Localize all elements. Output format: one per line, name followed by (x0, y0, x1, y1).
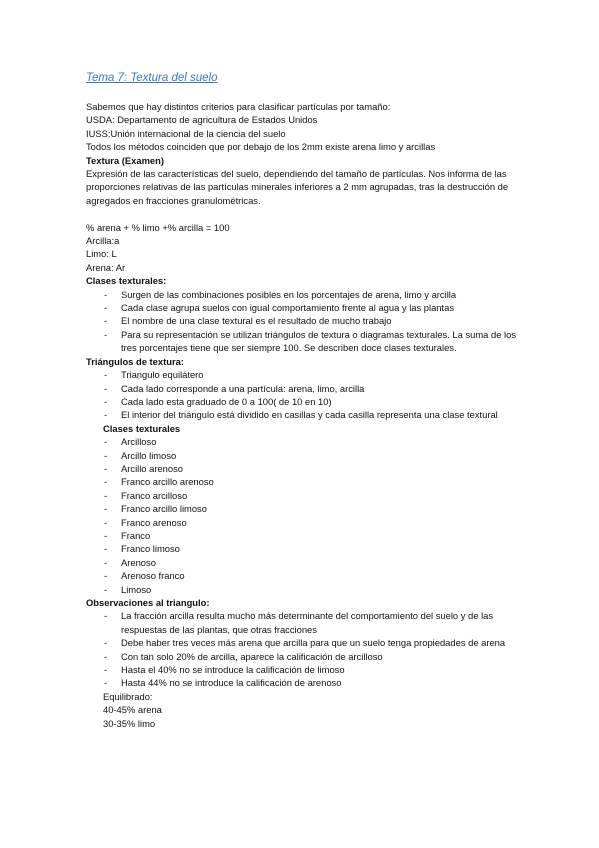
intro-line: USDA: Departamento de agricultura de Estados Unidos (86, 114, 318, 126)
triangulos-heading: Triángulos de textura: (86, 355, 184, 367)
triangulos-list (86, 368, 526, 422)
list-item: - Franco arcilloso (86, 489, 526, 502)
list-item: - La fracción arcilla resulta mucho más determinante del comportamiento del suelo y de las respuestas de las plantas, que otras fracciones (86, 609, 526, 636)
intro-line: Sabemos que hay distintos criterios para clasificar partículas por tamaño: (86, 101, 391, 112)
textura-definition: Expresión de las características del suelo, dependiendo del tamaño de partículas. Nos informa de las proporciones relativas de las partículas minerales inferiores a 2 mm agrupadas, tras la destrucción de agregados en fracciones granulométricas. (86, 168, 509, 206)
list-item: - Debe haber tres veces más arena que arcilla para que un suelo tenga propiedades de arena (86, 636, 526, 649)
list-item: - El nombre de una clase textural es el resultado de mucho trabajo (86, 314, 526, 327)
list-item: - Surgen de las combinaciones posibles en los porcentajes de arena, limo y arcilla (86, 288, 526, 301)
list-item: - Limoso (86, 583, 526, 596)
list-item: - Para su representación se utilizan triángulos de textura o diagramas texturales. La suma de los tres porcentajes tiene que ser siempre 100. Se describen doce clases texturales. (86, 328, 526, 355)
equilibrado-label: Equilibrado: (103, 690, 153, 702)
page-title: Tema 7: Textura del suelo (86, 72, 218, 84)
document-body (86, 100, 526, 730)
list-item: - El interior del triángulo está dividido en casillas y cada casilla representa una clase textural (86, 408, 526, 421)
list-item: - Franco arenoso (86, 516, 526, 529)
equilibrado-line: 40-45% arena (103, 704, 162, 716)
list-item: - Cada lado corresponde a una partícula: arena, limo, arcilla (86, 382, 526, 395)
list-item: - Arenoso franco (86, 569, 526, 582)
intro-line: IUSS:Unión internacional de la ciencia del suelo (86, 127, 286, 139)
observaciones-list (86, 609, 526, 689)
list-item: - Cada lado esta graduado de 0 a 100( de 10 en 10) (86, 395, 526, 408)
list-item: - Arcillo arenoso (86, 462, 526, 475)
list-item: - Cada clase agrupa suelos con igual comportamiento frente al agua y las plantas (86, 301, 526, 314)
list-item: - Franco arcillo limoso (86, 502, 526, 515)
list-item: - Con tan solo 20% de arcilla, aparece la calificación de arcilloso (86, 650, 526, 663)
observaciones-heading: Observaciones al triangulo: (86, 597, 210, 609)
list-item: - Triangulo equilátero (86, 368, 526, 381)
list-item: - Arenoso (86, 556, 526, 569)
list-item: - Hasta el 40% no se introduce la calificación de limoso (86, 663, 526, 676)
abbreviation: Arcilla:a (86, 235, 120, 247)
abbreviation: Arena: Ar (86, 261, 126, 273)
formula: % arena + % limo +% arcilla = 100 (86, 221, 230, 233)
list-item: - Arcilloso (86, 435, 526, 448)
list-item: - Hasta 44% no se introduce la calificación de arenoso (86, 676, 526, 689)
abbreviation: Limo: L (86, 248, 117, 260)
textura-heading: Textura (Examen) (86, 154, 164, 166)
list-item: - Franco (86, 529, 526, 542)
clases-texturales-list (86, 288, 526, 355)
list-item: - Arcillo limoso (86, 449, 526, 462)
clases-texturales-heading: Clases texturales: (86, 275, 167, 287)
list-item: - Franco limoso (86, 542, 526, 555)
equilibrado-line: 30-35% limo (103, 717, 156, 729)
clases-list-heading: Clases texturales (103, 422, 181, 434)
intro-line: Todos los métodos coinciden que por debajo de los 2mm existe arena limo y arcillas (86, 141, 436, 153)
clases-list (86, 435, 526, 596)
list-item: - Franco arcillo arenoso (86, 475, 526, 488)
